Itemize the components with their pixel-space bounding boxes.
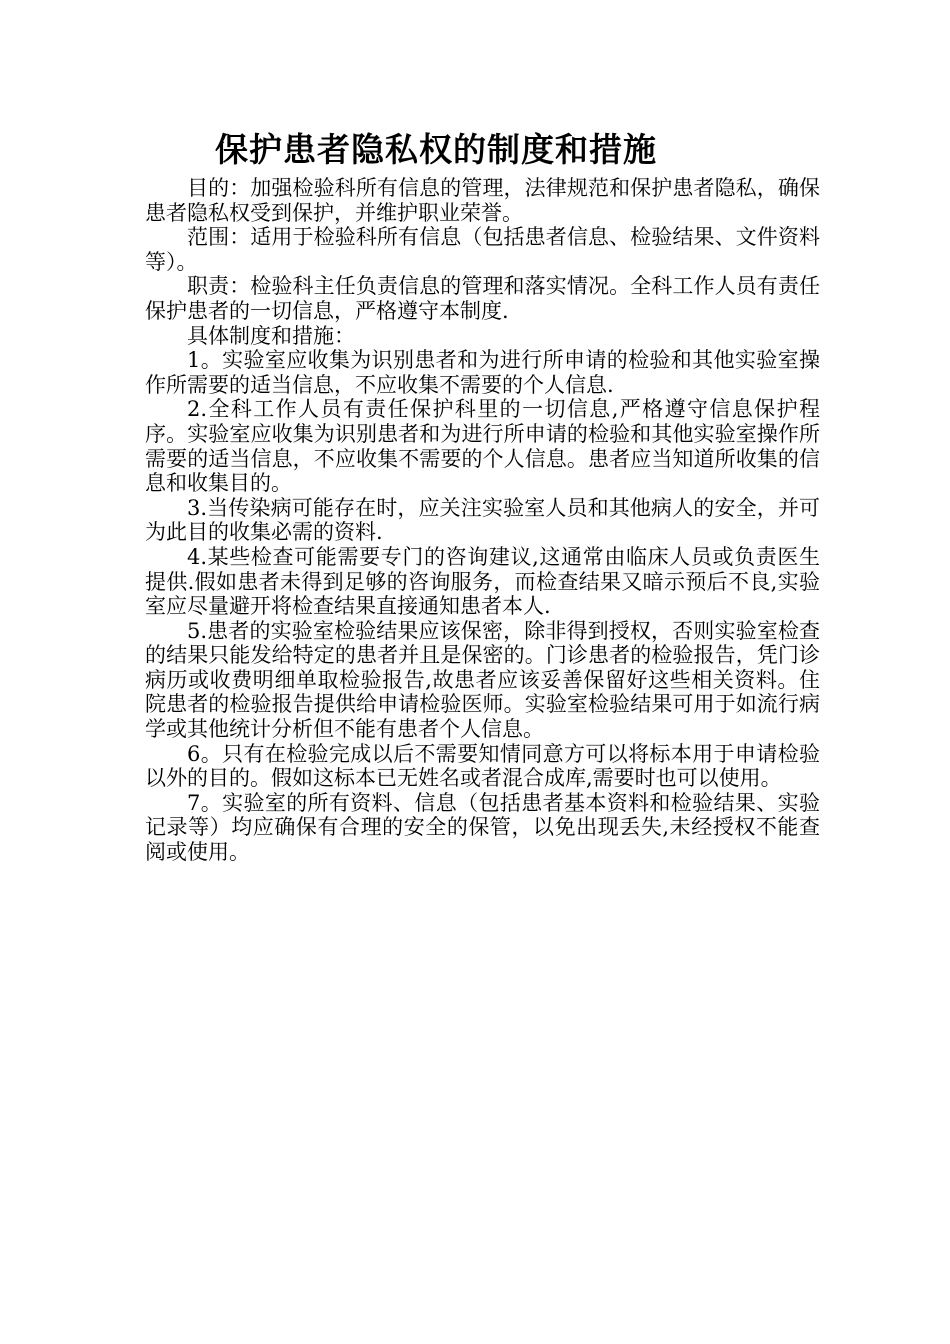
- paragraph-item-7: 7。实验室的所有资料、信息（包括患者基本资料和检验结果、实验记录等）均应确保有合理的安全的保管，以免出现丢失,未经授权不能查阅或使用。: [145, 790, 820, 865]
- paragraph-item-5: 5.患者的实验室检验结果应该保密，除非得到授权，否则实验室检查的结果只能发给特定的患者并且是保密的。门诊患者的检验报告，凭门诊病历或收费明细单取检验报告,故患者应该妥善保留好这些相关资料。住院患者的检验报告提供给申请检验医师。实验室检验结果可用于如流行病学或其他统计分析但不能有患者个人信息。: [145, 618, 820, 742]
- paragraph-purpose: 目的：加强检验科所有信息的管理，法律规范和保护患者隐私，确保患者隐私权受到保护，并维护职业荣誉。: [145, 176, 820, 225]
- paragraph-item-2: 2.全科工作人员有责任保护科里的一切信息,严格遵守信息保护程序。实验室应收集为识别患者和为进行所申请的检验和其他实验室操作所需要的适当信息，不应收集不需要的个人信息。患者应当知道所收集的信息和收集目的。: [145, 397, 820, 496]
- document-title: 保护患者隐私权的制度和措施: [215, 130, 657, 169]
- paragraph-item-1: 1。实验室应收集为识别患者和为进行所申请的检验和其他实验室操作所需要的适当信息，不应收集不需要的个人信息.: [145, 348, 820, 397]
- paragraph-responsibility: 职责：检验科主任负责信息的管理和落实情况。全科工作人员有责任保护患者的一切信息，严格遵守本制度.: [145, 274, 820, 323]
- paragraph-item-6: 6。只有在检验完成以后不需要知情同意方可以将标本用于申请检验以外的目的。假如这标本已无姓名或者混合成库,需要时也可以使用。: [145, 741, 820, 791]
- paragraph-item-4: 4.某些检查可能需要专门的咨询建议,这通常由临床人员或负责医生提供.假如患者未得到足够的咨询服务，而检查结果又暗示预后不良,实验室应尽量避开将检查结果直接通知患者本人.: [145, 544, 820, 619]
- paragraph-item-3: 3.当传染病可能存在时，应关注实验室人员和其他病人的安全，并可为此目的收集必需的资料.: [145, 495, 820, 545]
- paragraph-scope: 范围：适用于检验科所有信息（包括患者信息、检验结果、文件资料等）。: [145, 225, 820, 274]
- paragraph-measures-heading: 具体制度和措施：: [187, 323, 355, 348]
- document-page: [145, 128, 820, 865]
